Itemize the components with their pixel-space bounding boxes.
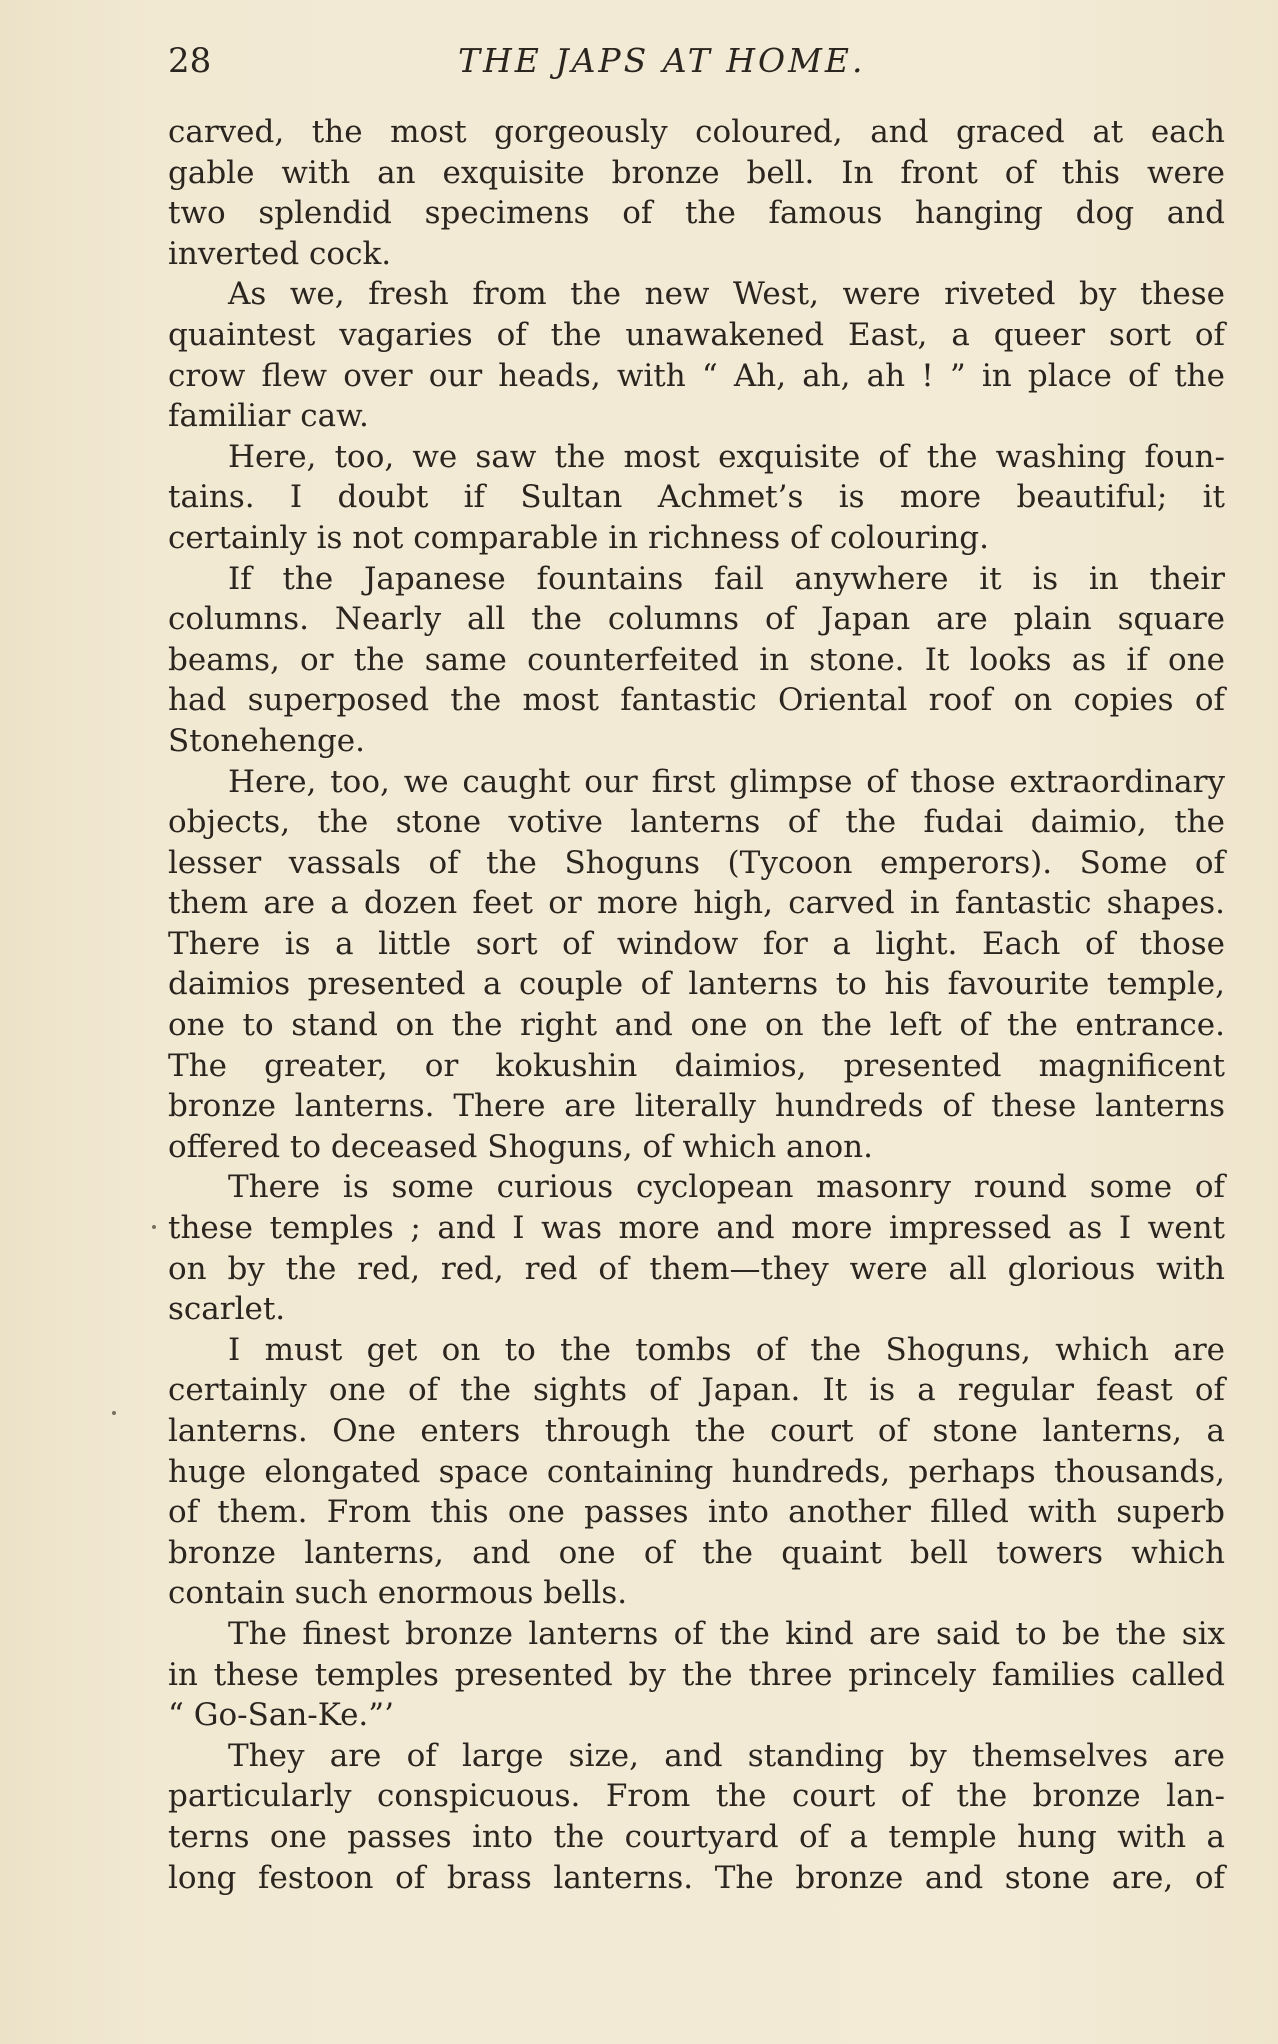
text-line: carved, the most gorgeously coloured, and graced at each (168, 114, 1225, 150)
margin-speck (152, 1225, 156, 1229)
text-line: lanterns. One enters through the court of stone lanterns, a (168, 1413, 1225, 1449)
text-line: in these temples presented by the three princely families called (168, 1656, 1225, 1693)
text-line: them are a dozen feet or more high, carved in fantastic shapes. (168, 885, 1225, 922)
text-line: columns. Nearly all the columns of Japan are plain square (168, 601, 1225, 638)
page-header (168, 36, 1225, 86)
text-line: Here, too, we caught our first glimpse of those extraordinary (228, 763, 1225, 800)
text-line: long festoon of brass lanterns. The bronze and stone are, of (168, 1859, 1225, 1896)
text-line: certainly one of the sights of Japan. It is a regular feast of (168, 1372, 1225, 1409)
text-line: crow flew over our heads, with “ Ah, ah, ah ! ” in place of the (168, 357, 1225, 394)
page-number: 28 (168, 41, 212, 81)
text-line: contain such enormous bells. (168, 1575, 628, 1612)
text-line: familiar caw. (168, 398, 369, 435)
text-line: The greater, or kokushin daimios, presented magnificent (168, 1047, 1225, 1084)
text-line: bronze lanterns, and one of the quaint bell towers which (168, 1534, 1225, 1571)
text-line: two splendid specimens of the famous hanging dog and (168, 195, 1225, 232)
text-line: If the Japanese fountains fail anywhere it is in their (228, 560, 1225, 597)
text-line: these temples ; and I was more and more impressed as I went (168, 1210, 1225, 1247)
text-line: “ Go-San-Ke.”’ (168, 1697, 394, 1734)
body-text (168, 112, 1225, 1898)
text-line: bronze lanterns. There are literally hundreds of these lanterns (168, 1088, 1225, 1125)
text-line: scarlet. (168, 1291, 286, 1328)
text-line: of them. From this one passes into another filled with superb (168, 1494, 1225, 1531)
text-line: had superposed the most fantastic Oriental roof on copies of (168, 682, 1225, 719)
text-line: Stonehenge. (168, 722, 365, 759)
text-line: beams, or the same counterfeited in stone. It looks as if one (168, 641, 1225, 678)
text-line: I must get on to the tombs of the Shoguns, which are (228, 1331, 1225, 1368)
margin-speck (112, 1411, 116, 1415)
text-line: offered to deceased Shoguns, of which anon. (168, 1128, 873, 1165)
text-line: huge elongated space containing hundreds, perhaps thousands, (168, 1453, 1225, 1490)
text-line: There is some curious cyclopean masonry round some of (228, 1169, 1225, 1206)
text-line: The finest bronze lanterns of the kind are said to be the six (228, 1615, 1225, 1652)
text-line: daimios presented a couple of lanterns to his favourite temple, (168, 966, 1225, 1003)
text-line: terns one passes into the courtyard of a temple hung with a (168, 1818, 1225, 1855)
text-line: tains. I doubt if Sultan Achmet’s is more beautiful; it (168, 479, 1225, 516)
text-line: quaintest vagaries of the unawakened East, a queer sort of (168, 316, 1225, 353)
text-line: particularly conspicuous. From the court of the bronze lan- (168, 1778, 1225, 1815)
text-line: objects, the stone votive lanterns of the fudai daimio, the (168, 804, 1225, 841)
text-line: gable with an exquisite bronze bell. In front of this were (168, 154, 1225, 191)
text-line: There is a little sort of window for a light. Each of those (168, 925, 1225, 962)
text-line: one to stand on the right and one on the left of the entrance. (168, 1007, 1225, 1044)
text-line: certainly is not comparable in richness of colouring. (168, 519, 989, 556)
text-line: inverted cock. (168, 235, 392, 272)
text-line: Here, too, we saw the most exquisite of the washing foun- (228, 438, 1225, 475)
text-line: on by the red, red, red of them—they were all glorious with (168, 1250, 1225, 1287)
running-head: THE JAPS AT HOME. (458, 41, 866, 80)
text-line: They are of large size, and standing by themselves are (228, 1737, 1225, 1774)
paragraph-text (168, 112, 1225, 1898)
text-line: lesser vassals of the Shoguns (Tycoon emperors). Some of (168, 844, 1225, 881)
text-line: As we, fresh from the new West, were riveted by these (228, 276, 1225, 313)
